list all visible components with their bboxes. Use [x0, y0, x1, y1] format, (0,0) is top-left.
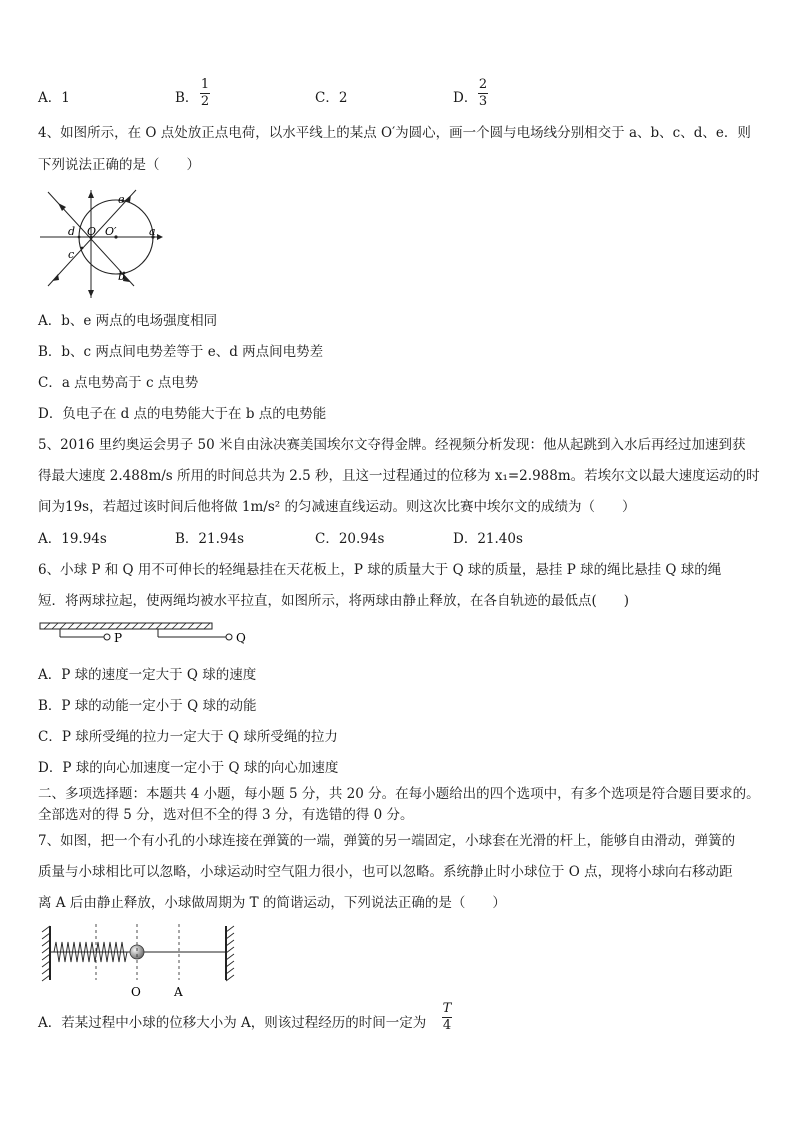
label-a: A [174, 985, 183, 999]
q3-option-c: C．2 [315, 90, 348, 106]
q6-option-c: C．P 球所受绳的拉力一定大于 Q 球所受绳的拉力 [38, 729, 338, 745]
q5-stem-line-2: 得最大速度 2.488m/s 所用的时间总共为 2.5 秒，且这一过程通过的位移为 x₁=2.988m。若埃尔文以最大速度运动的时 [38, 468, 760, 484]
label-d: d [68, 225, 76, 238]
q7-option-a: A．若某过程中小球的位移大小为 A，则该过程经历的时间一定为 [38, 1015, 427, 1031]
ball-q [226, 634, 232, 640]
q4-option-d: D．负电子在 d 点的电势能大于在 b 点的电势能 [38, 406, 327, 422]
q3-option-b-fraction [200, 78, 210, 109]
q3-option-d-prefix: D． [453, 90, 478, 106]
label-p: P [114, 631, 123, 645]
q4-option-a: A．b、e 两点的电场强度相同 [38, 313, 218, 329]
q7-stem-line-3: 离 A 后由静止释放，小球做周期为 T 的简谐运动，下列说法正确的是（ ） [38, 895, 506, 911]
q7-stem-line-1: 7、如图，把一个有小孔的小球连接在弹簧的一端，弹簧的另一端固定，小球套在光滑的杆上，能够自由滑动，弹簧的 [38, 833, 736, 849]
label-o: O [87, 225, 97, 238]
fraction-denominator: 4 [442, 1018, 452, 1033]
q7-spring-oscillator-figure [38, 920, 243, 1002]
fraction-numerator: 1 [200, 77, 210, 92]
label-b: b [118, 270, 126, 283]
q4-option-b: B．b、c 两点间电势差等于 e、d 两点间电势差 [38, 344, 324, 360]
q3-option-b-prefix: B． [175, 90, 199, 106]
q5-stem-line-3: 间为19s，若超过该时间后他将做 1m/s² 的匀减速直线运动。则这次比赛中埃尔文的成绩为（ ） [38, 499, 636, 515]
section-2-heading-line-1: 二、多项选择题：本题共 4 小题，每小题 5 分，共 20 分。在每小题给出的四个选项中，有多个选项是符合题目要求的。 [38, 786, 760, 802]
q6-option-b: B．P 球的动能一定小于 Q 球的动能 [38, 698, 257, 714]
q5-stem-line-1: 5、2016 里约奥运会男子 50 米自由泳决赛美国埃尔文夺得金牌。经视频分析发现：他从起跳到入水后再经过加速到获 [38, 437, 746, 453]
q6-pendulum-figure [38, 620, 258, 650]
q4-electric-field-figure [38, 188, 168, 300]
q6-stem-line-1: 6、小球 P 和 Q 用不可伸长的轻绳悬挂在天花板上，P 球的质量大于 Q 球的质量，悬挂 P 球的绳比悬挂 Q 球的绳 [38, 562, 722, 578]
q5-option-c: C．20.94s [315, 531, 385, 547]
label-q: Q [236, 631, 246, 645]
q4-option-c: C．a 点电势高于 c 点电势 [38, 375, 199, 391]
q5-option-d: D．21.40s [453, 531, 523, 547]
q7-option-a-fraction [442, 1002, 452, 1033]
q5-option-b: B．21.94s [175, 531, 244, 547]
q6-option-d: D．P 球的向心加速度一定小于 Q 球的向心加速度 [38, 760, 339, 776]
ball-p [104, 634, 110, 640]
label-e: e [118, 193, 125, 206]
q3-option-a: A．1 [38, 90, 70, 106]
fraction-numerator: T [442, 1001, 452, 1016]
q6-stem-line-2: 短．将两球拉起，使两绳均被水平拉直，如图所示，将两球由静止释放，在各自轨迹的最低点( ) [38, 593, 630, 609]
q4-stem-line-2: 下列说法正确的是（ ） [38, 157, 200, 173]
label-a: a [149, 225, 156, 238]
ceiling [40, 623, 212, 629]
q3-option-d-fraction [478, 78, 488, 109]
section-2-heading-line-2: 全部选对的得 5 分，选对但不全的得 3 分，有选错的得 0 分。 [38, 807, 414, 823]
fraction-numerator: 2 [478, 77, 488, 92]
label-o: O [131, 985, 141, 999]
q7-stem-line-2: 质量与小球相比可以忽略，小球运动时空气阻力很小，也可以忽略。系统静止时小球位于 O 点，现将小球向右移动距 [38, 864, 733, 880]
fraction-denominator: 2 [200, 94, 210, 109]
label-c: c [68, 248, 75, 261]
q4-stem-line-1: 4、如图所示，在 O 点处放正点电荷，以水平线上的某点 O′为圆心，画一个圆与电场线分别相交于 a、b、c、d、e．则 [38, 125, 751, 141]
q6-option-a: A．P 球的速度一定大于 Q 球的速度 [38, 667, 257, 683]
q5-option-a: A．19.94s [38, 531, 107, 547]
fraction-denominator: 3 [478, 94, 488, 109]
label-oprime: O′ [105, 225, 117, 238]
